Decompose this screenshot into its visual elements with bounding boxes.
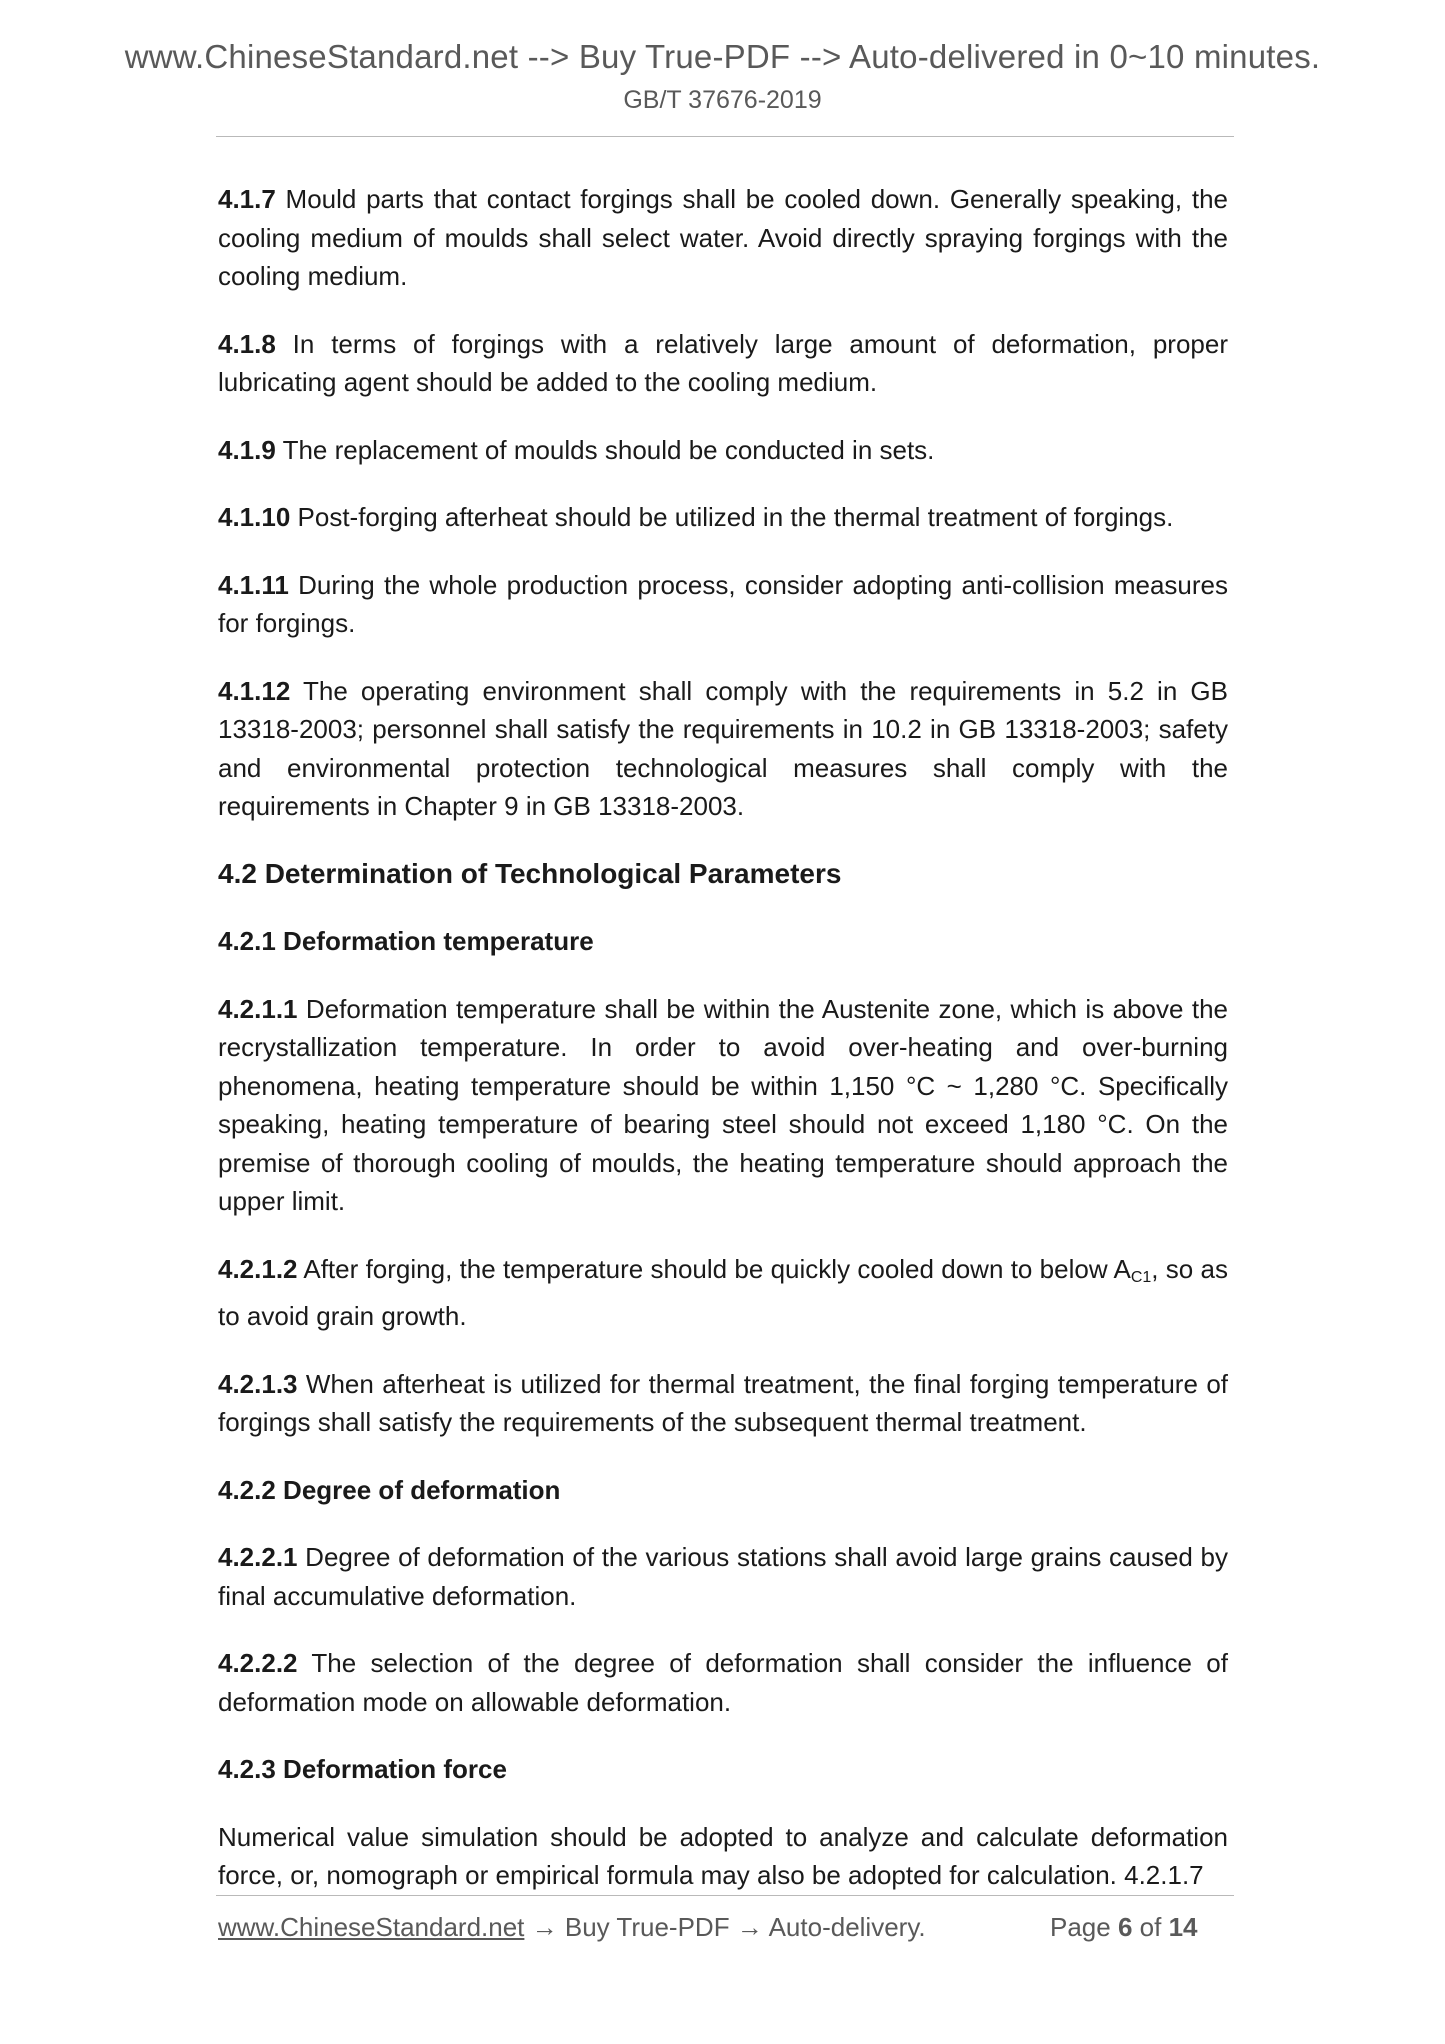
- clause-number: 4.1.10: [218, 502, 291, 532]
- clause-text: In terms of forgings with a relatively large amount of deformation, proper lubricating agent should be added to the cooling medium.: [218, 328, 1228, 397]
- clause-text: During the whole production process, consider adopting anti-collision measures for forgings.: [218, 569, 1228, 638]
- clause-number: 4.1.7: [218, 184, 276, 214]
- subsection-heading-4-2-1: 4.2.1 Deformation temperature: [218, 926, 594, 956]
- footer-auto-text: Auto-delivery.: [762, 1912, 926, 1942]
- clause-4-1-10: [218, 498, 1228, 537]
- clause-number: 4.2.2.1: [218, 1542, 298, 1572]
- document-body: [218, 180, 1228, 1924]
- section-heading-4-2: 4.2 Determination of Technological Parameters: [218, 857, 842, 889]
- clause-number: 4.1.11: [218, 569, 289, 600]
- clause-4-2-2-2: [218, 1644, 1228, 1721]
- clause-text: When afterheat is utilized for thermal treatment, the final forging temperature of forgings shall satisfy the requirements of the subsequent thermal treatment.: [218, 1368, 1228, 1437]
- clause-number: 4.2.1.1: [218, 993, 298, 1024]
- clause-4-2-1-1: [218, 990, 1228, 1221]
- standard-number: GB/T 37676-2019: [623, 86, 822, 114]
- paragraph-4-2-3: Numerical value simulation should be adopted to analyze and calculate deformation force, or, nomograph or empirical formula may also be adopted for calculation. 4.2.1.7: [218, 1821, 1228, 1890]
- clause-4-1-9: [218, 431, 1228, 470]
- page-label: Page: [1050, 1912, 1111, 1942]
- subsection-heading-4-2-2: 4.2.2 Degree of deformation: [218, 1474, 561, 1505]
- clause-text: The operating environment shall comply with the requirements in 5.2 in GB 13318-2003; personnel shall satisfy the requirements in 10.2 in GB 13318-2003; safety and environmental protection technological measures shall comply with the requirements in Chapter 9 in GB 13318-2003.: [218, 675, 1228, 821]
- page-indicator: [1050, 1912, 1198, 1943]
- clause-text: Mould parts that contact forgings shall be cooled down. Generally speaking, the cooling medium of moulds shall select water. Avoid directly spraying forgings with the cooling medium.: [218, 184, 1228, 291]
- clause-number: 4.2.1.2: [218, 1253, 298, 1284]
- subsection-heading-4-2-3: 4.2.3 Deformation force: [218, 1754, 507, 1784]
- clause-4-1-11: [218, 566, 1228, 643]
- clause-number: 4.2.1.3: [218, 1368, 298, 1399]
- clause-text-tail: , so as to avoid grain growth.: [218, 1253, 1229, 1331]
- clause-text: The replacement of moulds should be conducted in sets.: [275, 434, 935, 465]
- clause-4-1-7: [218, 180, 1228, 296]
- header-divider: [216, 136, 1234, 137]
- clause-number: 4.1.9: [218, 434, 276, 465]
- clause-text: Degree of deformation of the various stations shall avoid large grains caused by final accumulative deformation.: [218, 1542, 1228, 1611]
- clause-text: Deformation temperature shall be within the Austenite zone, which is above the recrystallization temperature. In order to avoid over-heating and over-burning phenomena, heating temperature should be within 1,150 °C ~ 1,280 °C. Specifically speaking, heating temperature of bearing steel should not exceed 1,180 °C. On the premise of thorough cooling of moulds, the heating temperature should approach the upper limit.: [218, 993, 1228, 1216]
- header-banner: www.ChineseStandard.net --> Buy True-PDF --> Auto-delivered in 0~10 minutes.: [124, 38, 1321, 75]
- clause-text: The selection of the degree of deformation shall consider the influence of deformation mode on allowable deformation.: [218, 1648, 1228, 1717]
- clause-4-2-2-1: [218, 1538, 1228, 1615]
- clause-number: 4.1.8: [218, 328, 276, 359]
- clause-4-1-12: [218, 672, 1228, 826]
- footer-promo: [218, 1912, 926, 1943]
- arrow-icon: →: [531, 1912, 558, 1942]
- footer-divider: [216, 1895, 1234, 1896]
- clause-text: After forging, the temperature should be quickly cooled down to below A: [297, 1253, 1131, 1284]
- page-total: 14: [1168, 1912, 1198, 1942]
- clause-4-2-1-3: [218, 1365, 1228, 1442]
- page-current: 6: [1117, 1912, 1133, 1942]
- footer-buy-text: Buy True-PDF: [557, 1912, 737, 1942]
- subscript-c1: C1: [1130, 1268, 1152, 1286]
- clause-number: 4.2.2.2: [218, 1648, 298, 1678]
- clause-4-1-8: [218, 325, 1228, 402]
- clause-4-2-1-2: [218, 1250, 1228, 1336]
- clause-text: Post-forging afterheat should be utilized in the thermal treatment of forgings.: [290, 502, 1174, 532]
- clause-number: 4.1.12: [218, 675, 291, 706]
- page-of: of: [1139, 1912, 1162, 1942]
- arrow-icon: →: [736, 1912, 763, 1942]
- footer-site-link[interactable]: www.ChineseStandard.net: [218, 1912, 525, 1942]
